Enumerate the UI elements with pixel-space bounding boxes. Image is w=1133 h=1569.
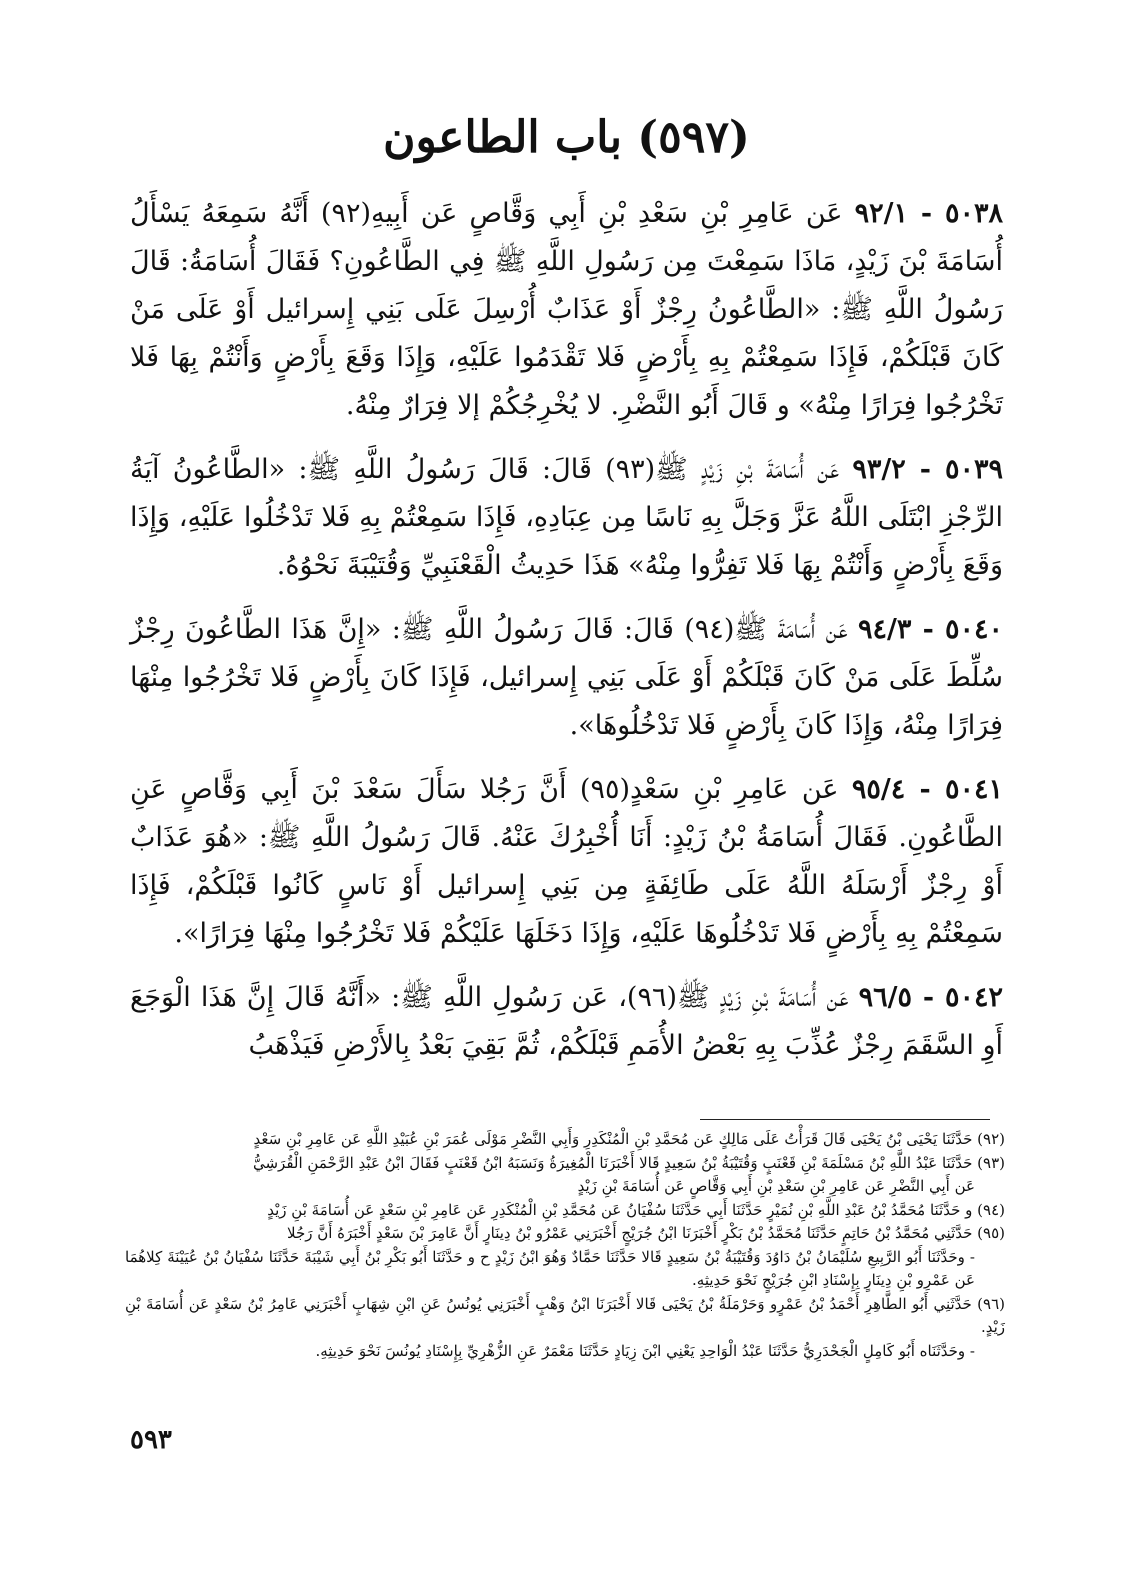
hadith-number: ٥٠٤٢ - ٩٦/٥ [858, 982, 1004, 1013]
footnote-94: (٩٤) و حَدَّثَنَا مُحَمَّدُ بْنُ عَبْدِ اللَّهِ بْنِ نُمَيْرٍ حَدَّثَنَا أَبِي حَدَّثَنَا سُفْيَانُ عَن مُحَمَّدِ بْنِ الْمُنْكَدِرِ عَن عَامِرِ بْنِ سَعْدٍ عَن أُسَامَةَ بْنِ زَيْدٍ [267, 1200, 1005, 1219]
footnotes [125, 1128, 1005, 1363]
hadith-5040 [130, 606, 1003, 750]
hadith-text: عَن عَامِرِ بْنِ سَعْدٍ(٩٥) أَنَّ رَجُلا سَأَلَ سَعْدَ بْنَ أَبِي وَقَّاصٍ عَنِ الطَّاعُونِ. فَقَالَ أُسَامَةُ بْنُ زَيْدٍ: أَنَا أُخْبِرُكَ عَنْهُ. قَالَ رَسُولُ اللَّهِ ﷺ: «هُوَ عَذَابٌ أَوْ رِجْزٌ أَرْسَلَهُ اللَّهُ عَلَى طَائِفَةٍ مِن بَنِي إِسرائيل أَوْ نَاسٍ كَانُوا قَبْلَكُمْ، فَإِذَا سَمِعْتُمْ بِهِ بِأَرْضٍ فَلا تَدْخُلُوهَا عَلَيْهِ، وَإِذَا دَخَلَهَا عَلَيْكُمْ فَلا تَخْرُجُوا مِنْهَا فِرَارًا». [130, 774, 1003, 949]
footnote-93-continued: عَن أَبِي النَّضْرِ عَن عَامِرِ بْنِ سَعْدِ بْنِ أَبِي وَقَّاصٍ عَن أُسَامَةَ بْنِ زَيْدٍ [577, 1177, 975, 1195]
hadith-number: ٥٠٣٨ - ٩٢/١ [854, 198, 1003, 229]
hadith-number: ٥٠٤٠ - ٩٤/٣ [858, 614, 1003, 645]
footnote-96: (٩٦) حَدَّثَنِي أَبُو الطَّاهِرِ أَحْمَدُ بْنُ عَمْرٍو وَحَرْمَلَةُ بْنُ يَحْيَى قَالا أَخْبَرَنَا ابْنُ وَهْبٍ أَخْبَرَنِي يُونُسُ عَنِ ابْنِ شِهَابٍ أَخْبَرَنِي عَامِرُ بْنُ سَعْدٍ عَن أُسَامَةَ بْنِ زَيْدٍ. [125, 1294, 1005, 1336]
hadith-5041 [130, 766, 1003, 958]
hadith-5042 [130, 974, 1003, 1070]
footnote-95-continued: - وحَدَّثَنَا أَبُو الرَّبِيعِ سُلَيْمَانُ بْنُ دَاوُدَ وَقُتَيْبَةُ بْنُ سَعِيدٍ قَالا حَدَّثَنَا حَمَّادٌ وَهُوَ ابْنُ زَيْدٍ ح و حَدَّثَنَا أَبُو بَكْرِ بْنُ أَبِي شَيْبَةَ حَدَّثَنَا سُفْيَانُ بْنُ عُيَيْنَةَ كِلاهُمَا عَن عَمْرِو بْنِ دِينَارٍ بِإِسْنَادِ ابْنِ جُرَيْجٍ نَحْوَ حَدِيثِهِ. [125, 1247, 975, 1289]
hadith-5039 [130, 446, 1003, 590]
hadith-list [130, 190, 1003, 1086]
footnote-95: (٩٥) حَدَّثَنِي مُحَمَّدُ بْنُ حَاتِمٍ حَدَّثَنَا مُحَمَّدُ بْنُ بَكْرٍ أَخْبَرَنَا ابْنُ جُرَيْجٍ أَخْبَرَنِي عَمْرُو بْنُ دِينَارٍ أَنَّ عَامِرَ بْنَ سَعْدٍ أَخْبَرَهُ أَنَّ رَجُلا [287, 1224, 1005, 1242]
footnote-93: (٩٣) حَدَّثَنَا عَبْدُ اللَّهِ بْنُ مَسْلَمَةَ بْنِ قَعْنَبٍ وَقُتَيْبَةُ بْنُ سَعِيدٍ قَالا أَخْبَرَنَا الْمُغِيرَةُ وَنَسَبَهُ ابْنُ قَعْنَبٍ فَقَالَ ابْنُ عَبْدِ الرَّحْمَنِ الْقُرَشِيُّ [252, 1153, 1005, 1172]
footnote-96-continued: - وحَدَّثَنَاه أَبُو كَامِلٍ الْجَحْدَرِيُّ حَدَّثَنَا عَبْدُ الْوَاحِدِ يَعْنِي ابْنَ زِيَادٍ حَدَّثَنَا مَعْمَرٌ عَنِ الزُّهْرِيِّ بِإِسْنَادِ يُونُسَ نَحْوَ حَدِيثِهِ. [315, 1341, 975, 1360]
chapter-title: (٥٩٧) باب الطاعون [383, 112, 750, 163]
page-number: ٥٩٣ [130, 1425, 172, 1455]
hadith-number: ٥٠٤١ - ٩٥/٤ [851, 774, 1003, 805]
hadith-text: عَن أُسَامَةَ بْنِ زَيْدٍ ﷺ(٩٣) قَالَ: قَالَ رَسُولُ اللَّهِ ﷺ: «الطَّاعُونُ آيَةُ الرِّجْزِ ابْتَلَى اللَّهُ عَزَّ وَجَلَّ بِهِ نَاسًا مِن عِبَادِهِ، فَإِذَا سَمِعْتُمْ بِهِ فَلا تَدْخُلُوا عَلَيْهِ، وَإِذَا وَقَعَ بِأَرْضٍ وَأَنْتُمْ بِهَا فَلا تَفِرُّوا مِنْهُ» هَذَا حَدِيثُ الْقَعْنَبِيِّ وَقُتَيْبَةَ نَحْوُهُ. [130, 454, 1003, 581]
hadith-number: ٥٠٣٩ - ٩٣/٢ [852, 454, 1003, 485]
hadith-5038 [130, 190, 1003, 430]
footnote-92: (٩٢) حَدَّثَنَا يَحْيَى بْنُ يَحْيَى قَالَ قَرَأْتُ عَلَى مَالِكٍ عَن مُحَمَّدِ بْنِ الْمُنْكَدِرِ وَأَبِي النَّضْرِ مَوْلَى عُمَرَ بْنِ عُبَيْدِ اللَّهِ عَن عَامِرِ بْنِ سَعْدٍ [253, 1130, 1005, 1148]
hadith-text: عَن أُسَامَةَ ﷺ(٩٤) قَالَ: قَالَ رَسُولُ اللَّهِ ﷺ: «إِنَّ هَذَا الطَّاعُونَ رِجْزٌ سُلِّطَ عَلَى مَنْ كَانَ قَبْلَكُمْ أَوْ عَلَى بَنِي إِسرائيل، فَإِذَا كَانَ بِأَرْضٍ فَلا تَخْرُجُوا مِنْهَا فِرَارًا مِنْهُ، وَإِذَا كَانَ بِأَرْضٍ فَلا تَدْخُلُوهَا». [130, 614, 1003, 741]
footnote-divider [700, 1119, 990, 1120]
hadith-text: عَن عَامِرِ بْنِ سَعْدِ بْنِ أَبِي وَقَّاصٍ عَن أَبِيهِ(٩٢) أَنَّهُ سَمِعَهُ يَسْأَلُ أُسَامَةَ بْنَ زَيْدٍ، مَاذَا سَمِعْتَ مِن رَسُولِ اللَّهِ ﷺ فِي الطَّاعُونِ؟ فَقَالَ أُسَامَةُ: قَالَ رَسُولُ اللَّهِ ﷺ: «الطَّاعُونُ رِجْزٌ أَوْ عَذَابٌ أُرْسِلَ عَلَى بَنِي إِسرائيل أَوْ عَلَى مَنْ كَانَ قَبْلَكُمْ، فَإِذَا سَمِعْتُمْ بِهِ بِأَرْضٍ فَلا تَقْدَمُوا عَلَيْهِ، وَإِذَا وَقَعَ بِأَرْضٍ وَأَنْتُمْ بِهَا فَلا تَخْرُجُوا فِرَارًا مِنْهُ» و قَالَ أَبُو النَّضْرِ. لا يُخْرِجُكُمْ إلا فِرَارٌ مِنْهُ. [130, 198, 1003, 421]
hadith-text: عَن أُسَامَةَ بْنِ زَيْدٍ ﷺ(٩٦)، عَن رَسُولِ اللَّهِ ﷺ: «أَنَّهُ قَالَ إِنَّ هَذَا الْوَجَعَ أَوِ السَّقَمَ رِجْزٌ عُذِّبَ بِهِ بَعْضُ الأُمَمِ قَبْلَكُمْ، ثُمَّ بَقِيَ بَعْدُ بِالأَرْضِ فَيَذْهَبُ [130, 982, 1003, 1061]
